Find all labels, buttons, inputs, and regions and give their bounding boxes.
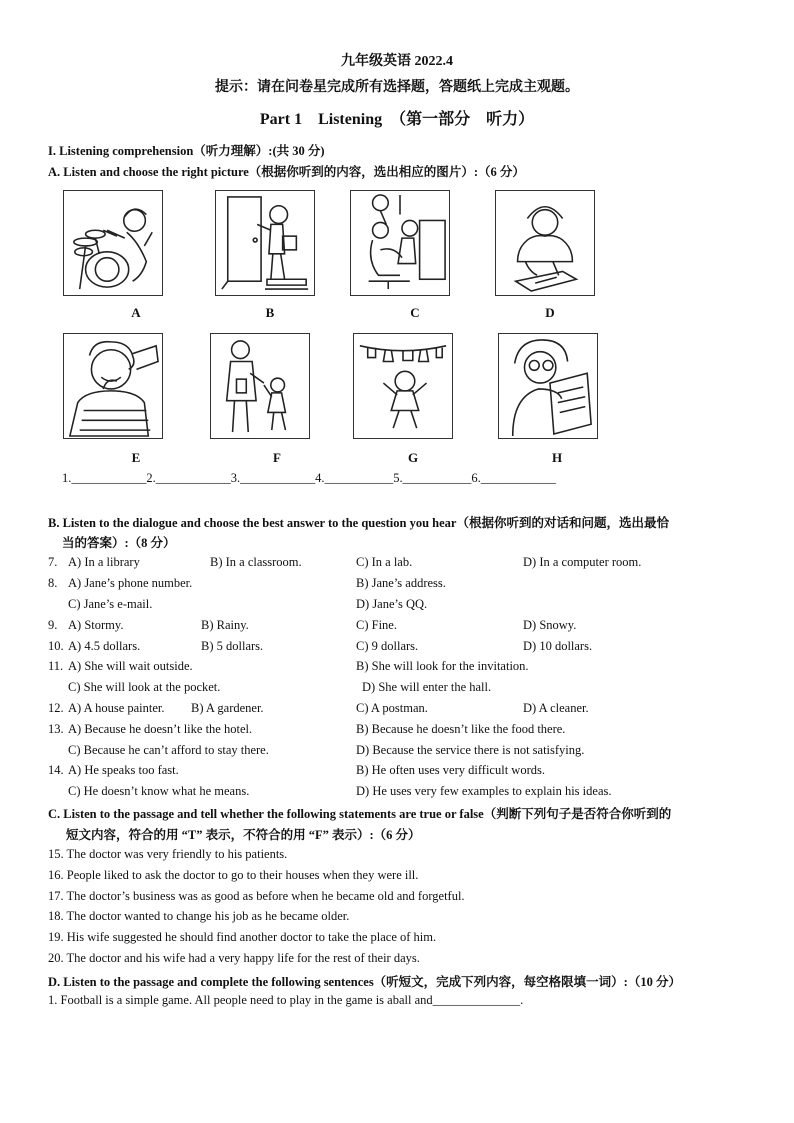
q14-number: 14. xyxy=(48,763,64,777)
section-c-title: C. Listen to the passage and tell whether the following statements are true or false（判断下列句子是否符合你听到的 xyxy=(48,807,672,821)
q13-option-c: C) Because he can’t afford to stay there. xyxy=(68,743,269,757)
newspaper-picture-icon xyxy=(498,333,598,439)
q12-option-b: B) A gardener. xyxy=(191,701,264,715)
q8-option-d: D) Jane’s QQ. xyxy=(356,597,428,611)
picture-label-f: F xyxy=(273,450,281,465)
drummer-picture-icon xyxy=(63,190,163,296)
sentence-1: 1. Football is a simple game. All people need to play in the game is aball and______________. xyxy=(48,993,524,1007)
q13-option-b: B) Because he doesn’t like the food there. xyxy=(356,722,566,736)
statement-15: 15. The doctor was very friendly to his patients. xyxy=(48,847,288,861)
q10-option-a: A) 4.5 dollars. xyxy=(68,639,141,653)
q14-option-b: B) He often uses very difficult words. xyxy=(356,763,545,777)
q9-option-d: D) Snowy. xyxy=(523,618,577,632)
part-title: Part 1 Listening （第一部分 听力） xyxy=(259,111,535,128)
section-b-title: B. Listen to the dialogue and choose the best answer to the question you hear（根据你听到的对话和问题，选出最恰 xyxy=(48,516,669,530)
q12-option-c: C) A postman. xyxy=(356,701,428,715)
q7-option-a: A) In a library xyxy=(68,555,140,569)
q14-option-d: D) He uses very few examples to explain his ideas. xyxy=(356,784,612,798)
q9-option-c: C) Fine. xyxy=(356,618,397,632)
picture-label-a: A xyxy=(131,305,141,320)
doorway-picture-icon xyxy=(215,190,315,296)
q14-option-a: A) He speaks too fast. xyxy=(68,763,179,777)
picture-label-b: B xyxy=(265,305,275,320)
mother-child-picture-icon xyxy=(210,333,310,439)
q9-option-b: B) Rainy. xyxy=(201,618,249,632)
section-d-title: D. Listen to the passage and complete the following sentences（听短文，完成下列内容，每空格限填一词）:（10 分） xyxy=(48,975,681,989)
exam-hint: 提示：请在问卷星完成所有选择题，答题纸上完成主观题。 xyxy=(215,80,579,95)
writing-picture-icon xyxy=(495,190,595,296)
laughing-picture-icon xyxy=(63,333,163,439)
section-c-title-cont: 短文内容，符合的用 “T” 表示，不符合的用 “F” 表示）:（6 分） xyxy=(66,828,421,842)
q13-option-a: A) Because he doesn’t like the hotel. xyxy=(68,722,253,736)
q8-option-c: C) Jane’s e-mail. xyxy=(68,597,153,611)
q12-number: 12. xyxy=(48,701,64,715)
q11-option-a: A) She will wait outside. xyxy=(68,659,193,673)
q11-number: 11. xyxy=(48,659,64,673)
section-a-title: A. Listen and choose the right picture（根据你听到的内容，选出相应的图片）:（6 分） xyxy=(48,165,525,179)
statement-19: 19. His wife suggested he should find another doctor to take the place of him. xyxy=(48,930,437,944)
section-1-title: I. Listening comprehension（听力理解）:(共 30 分) xyxy=(48,144,325,158)
dentist-picture-icon xyxy=(350,190,450,296)
statement-16: 16. People liked to ask the doctor to go to their houses when they were ill. xyxy=(48,868,419,882)
q7-option-d: D) In a computer room. xyxy=(523,555,642,569)
picture-label-e: E xyxy=(131,450,141,465)
q8-number: 8. xyxy=(48,576,58,590)
q8-option-a: A) Jane’s phone number. xyxy=(68,576,193,590)
q10-number: 10. xyxy=(48,639,64,653)
q11-option-b: B) She will look for the invitation. xyxy=(356,659,529,673)
q13-number: 13. xyxy=(48,722,64,736)
statement-17: 17. The doctor’s business was as good as before when he became old and forgetful. xyxy=(48,889,465,903)
picture-label-c: C xyxy=(410,305,420,320)
answer-blanks-a: 1.____________2.____________3.____________4.___________5.___________6.____________ xyxy=(62,471,556,485)
laundry-picture-icon xyxy=(353,333,453,439)
picture-label-h: H xyxy=(551,450,563,465)
exam-title: 九年级英语 2022.4 xyxy=(341,54,453,69)
q7-number: 7. xyxy=(48,555,58,569)
q10-option-c: C) 9 dollars. xyxy=(356,639,419,653)
picture-label-d: D xyxy=(545,305,555,320)
section-b-title-cont: 当的答案）:（8 分） xyxy=(62,536,176,550)
q10-option-b: B) 5 dollars. xyxy=(201,639,264,653)
q8-option-b: B) Jane’s address. xyxy=(356,576,446,590)
q11-option-c: C) She will look at the pocket. xyxy=(68,680,221,694)
statement-18: 18. The doctor wanted to change his job as he became older. xyxy=(48,909,350,923)
q11-option-d: D) She will enter the hall. xyxy=(362,680,492,694)
q7-option-b: B) In a classroom. xyxy=(210,555,302,569)
picture-label-g: G xyxy=(407,450,419,465)
q13-option-d: D) Because the service there is not satisfying. xyxy=(356,743,585,757)
q9-number: 9. xyxy=(48,618,58,632)
q12-option-a: A) A house painter. xyxy=(68,701,165,715)
q7-option-c: C) In a lab. xyxy=(356,555,413,569)
q12-option-d: D) A cleaner. xyxy=(523,701,589,715)
q14-option-c: C) He doesn’t know what he means. xyxy=(68,784,250,798)
q9-option-a: A) Stormy. xyxy=(68,618,124,632)
statement-20: 20. The doctor and his wife had a very happy life for the rest of their days. xyxy=(48,951,420,965)
q10-option-d: D) 10 dollars. xyxy=(523,639,593,653)
